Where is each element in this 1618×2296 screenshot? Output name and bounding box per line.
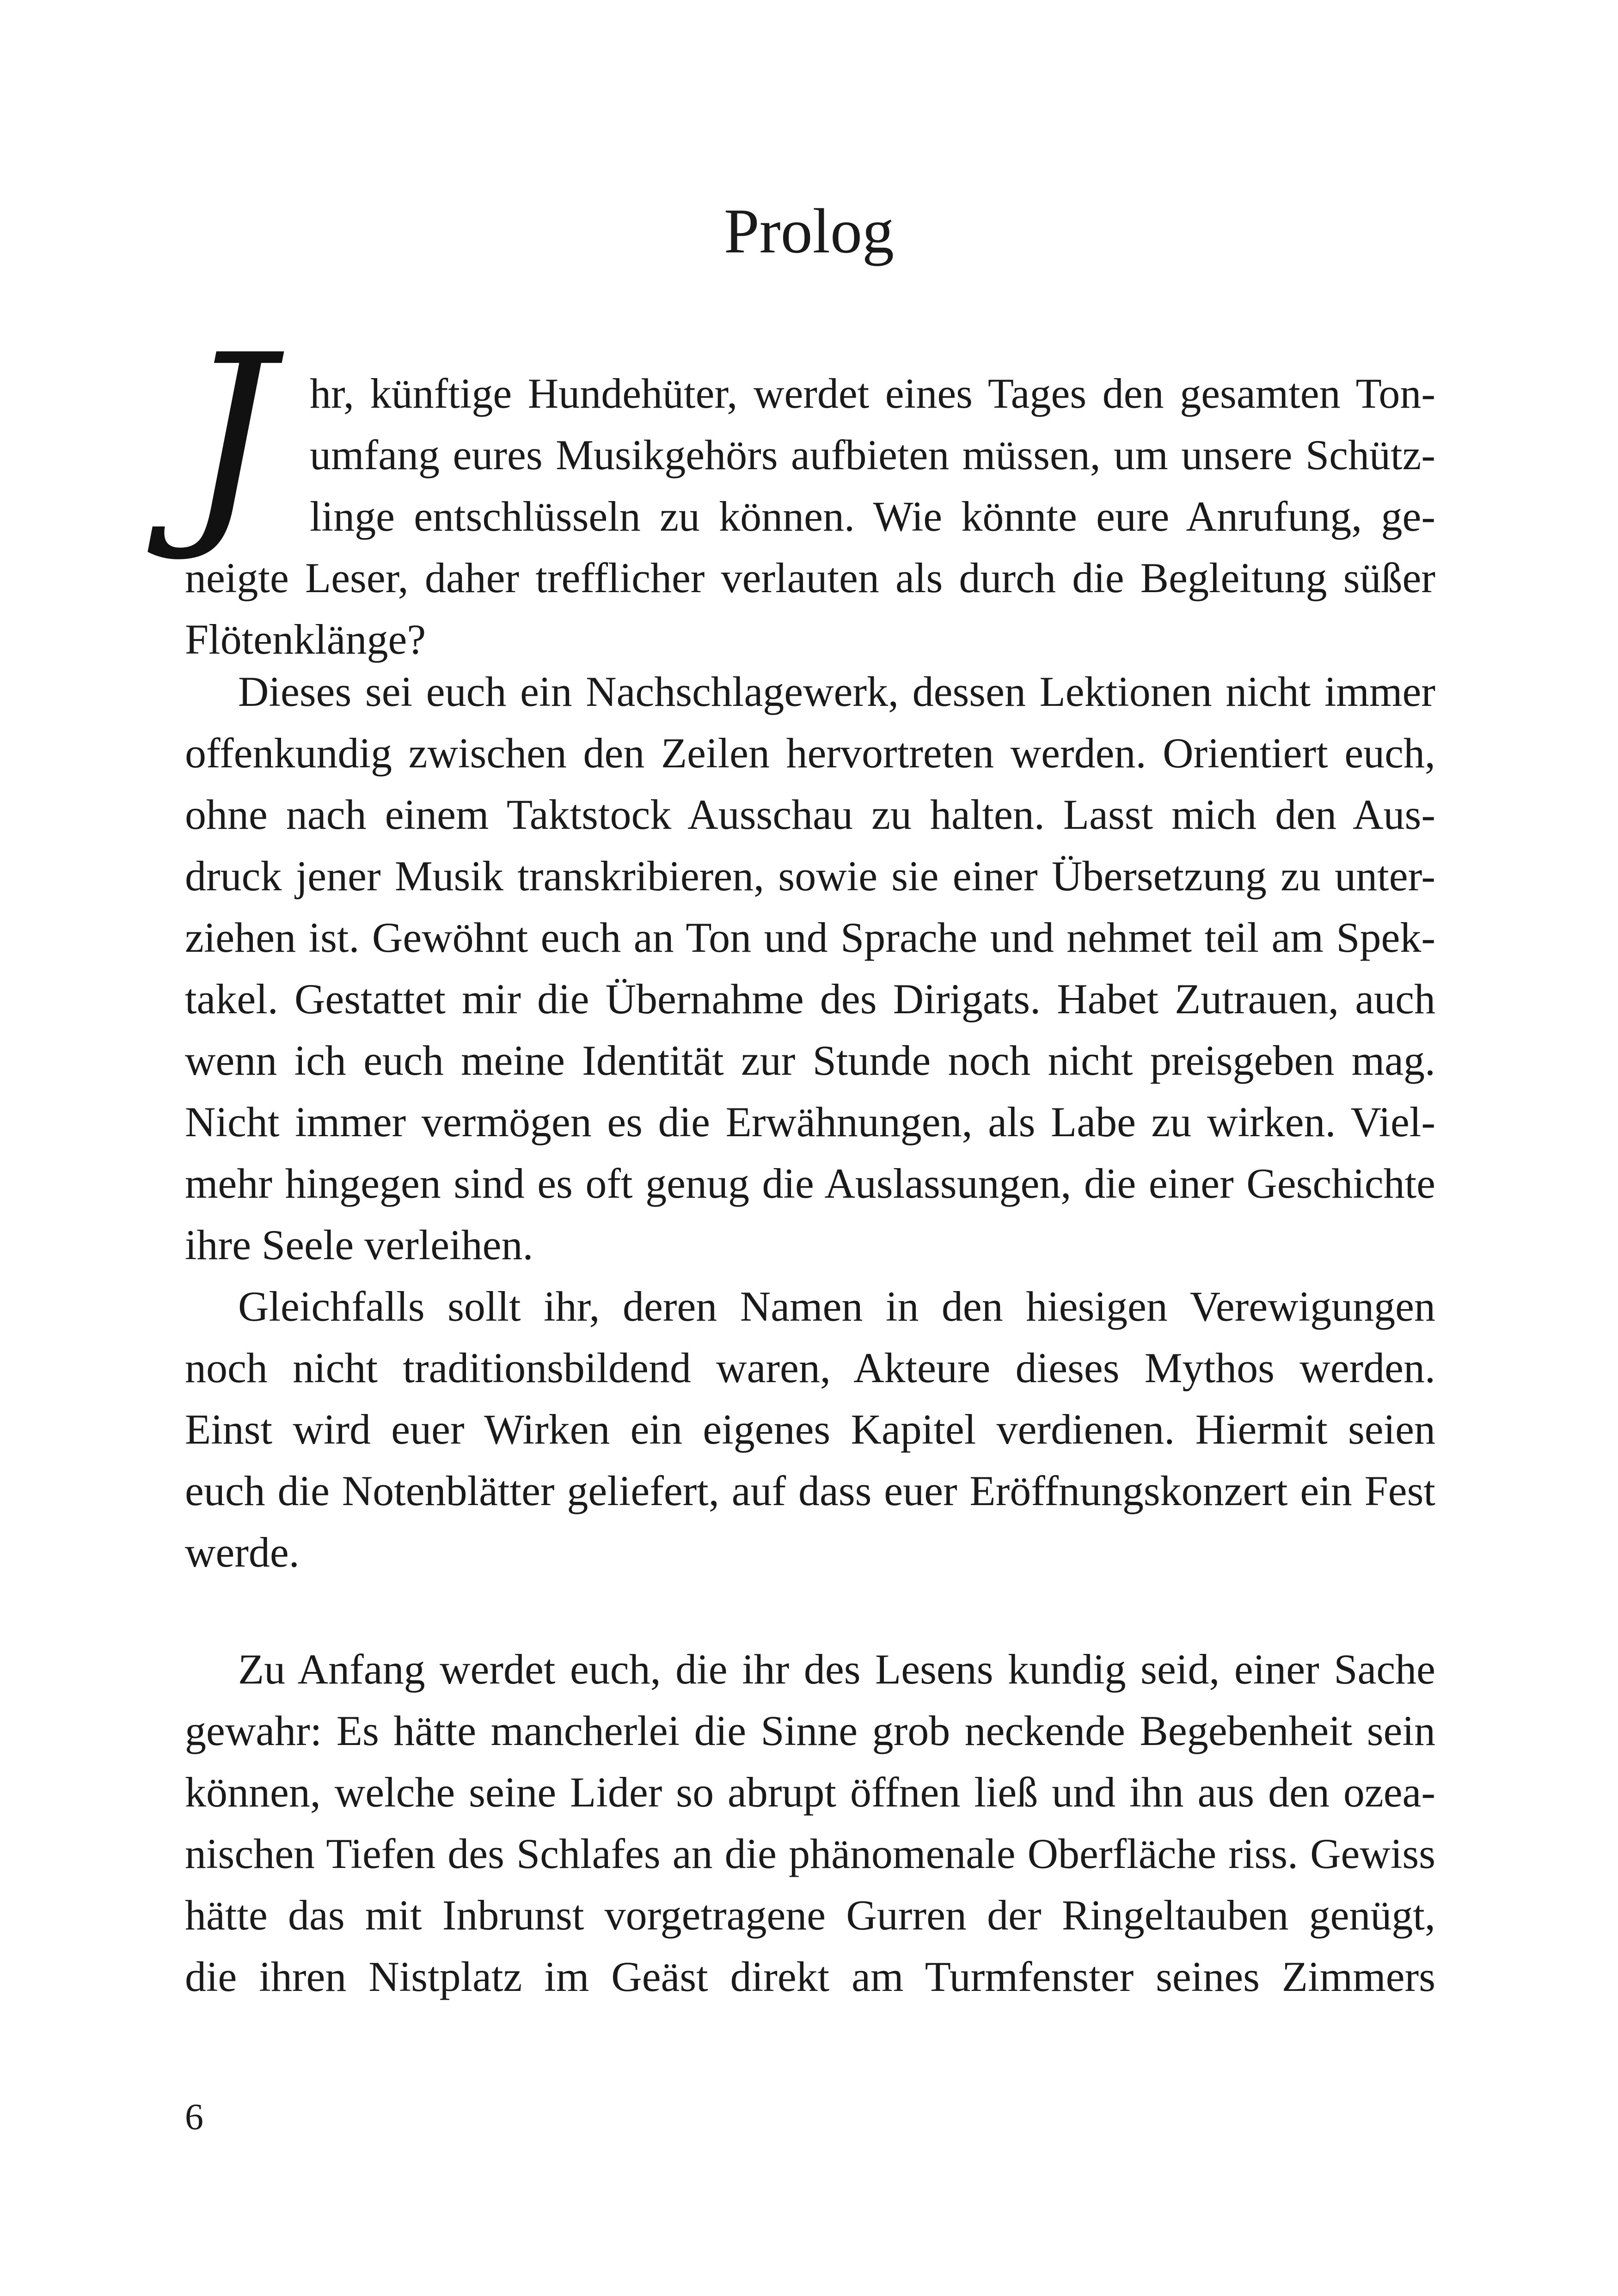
text-line: neigte Leser, daher trefflicher verlauten als durch die Begleitung süßer: [185, 554, 1435, 601]
text-line: Einst wird euer Wirken ein eigenes Kapitel verdienen. Hiermit seien: [185, 1406, 1435, 1453]
paragraph-4: [185, 1639, 1435, 2008]
text-line: offenkundig zwischen den Zeilen hervortreten werden. Orientiert euch,: [185, 729, 1435, 777]
page-number: 6: [185, 2097, 203, 2137]
text-line: die ihren Nistplatz im Geäst direkt am Turmfenster seines Zimmers: [185, 1953, 1435, 2000]
text-line: hr, künftige Hundehüter, werdet eines Tages den gesamten Ton-: [310, 370, 1435, 417]
text-line: Gleichfalls sollt ihr, deren Namen in den hiesigen Verewigungen: [238, 1283, 1435, 1330]
paragraph-1: [185, 363, 1435, 670]
text-line: nischen Tiefen des Schlafes an die phänomenale Oberfläche riss. Gewiss: [185, 1830, 1435, 1877]
text-line: gewahr: Es hätte mancherlei die Sinne grob neckende Begebenheit sein: [185, 1707, 1435, 1754]
drop-cap: J: [185, 307, 274, 566]
text-line: umfang eures Musikgehörs aufbieten müssen, um unsere Schütz-: [310, 431, 1435, 478]
text-line: ohne nach einem Taktstock Ausschau zu halten. Lasst mich den Aus-: [185, 791, 1435, 838]
text-line: takel. Gestattet mir die Übernahme des Dirigats. Habet Zutrauen, auch: [185, 975, 1435, 1022]
text-line: werde.: [185, 1529, 300, 1576]
text-line: Dieses sei euch ein Nachschlagewerk, dessen Lektionen nicht immer: [238, 668, 1435, 715]
text-line: wenn ich euch meine Identität zur Stunde noch nicht preisgeben mag.: [185, 1037, 1435, 1084]
paragraph-3: [185, 1276, 1435, 1583]
text-line: ziehen ist. Gewöhnt euch an Ton und Sprache und nehmet teil am Spek-: [185, 914, 1435, 961]
text-line: mehr hingegen sind es oft genug die Auslassungen, die einer Geschichte: [185, 1160, 1435, 1207]
text-line: euch die Notenblätter geliefert, auf dass euer Eröffnungskonzert ein Fest: [185, 1467, 1435, 1514]
text-line: hätte das mit Inbrunst vorgetragene Gurren der Ringeltauben genügt,: [185, 1892, 1435, 1939]
text-line: Zu Anfang werdet euch, die ihr des Lesens kundig seid, einer Sache: [238, 1646, 1435, 1693]
text-line: noch nicht traditionsbildend waren, Akteure dieses Mythos werden.: [185, 1344, 1435, 1391]
paragraph-2: [185, 661, 1435, 1276]
text-line: druck jener Musik transkribieren, sowie sie einer Übersetzung zu unter-: [185, 852, 1435, 900]
text-line: linge entschlüsseln zu können. Wie könnte eure Anrufung, ge-: [310, 493, 1435, 540]
text-line: Flötenklänge?: [185, 616, 426, 663]
text-line: können, welche seine Lider so abrupt öffnen ließ und ihn aus den ozea-: [185, 1769, 1435, 1816]
text-line: Nicht immer vermögen es die Erwähnungen, als Labe zu wirken. Viel-: [185, 1098, 1435, 1145]
text-line: ihre Seele verleihen.: [185, 1221, 533, 1268]
chapter-title: Prolog: [723, 196, 895, 266]
